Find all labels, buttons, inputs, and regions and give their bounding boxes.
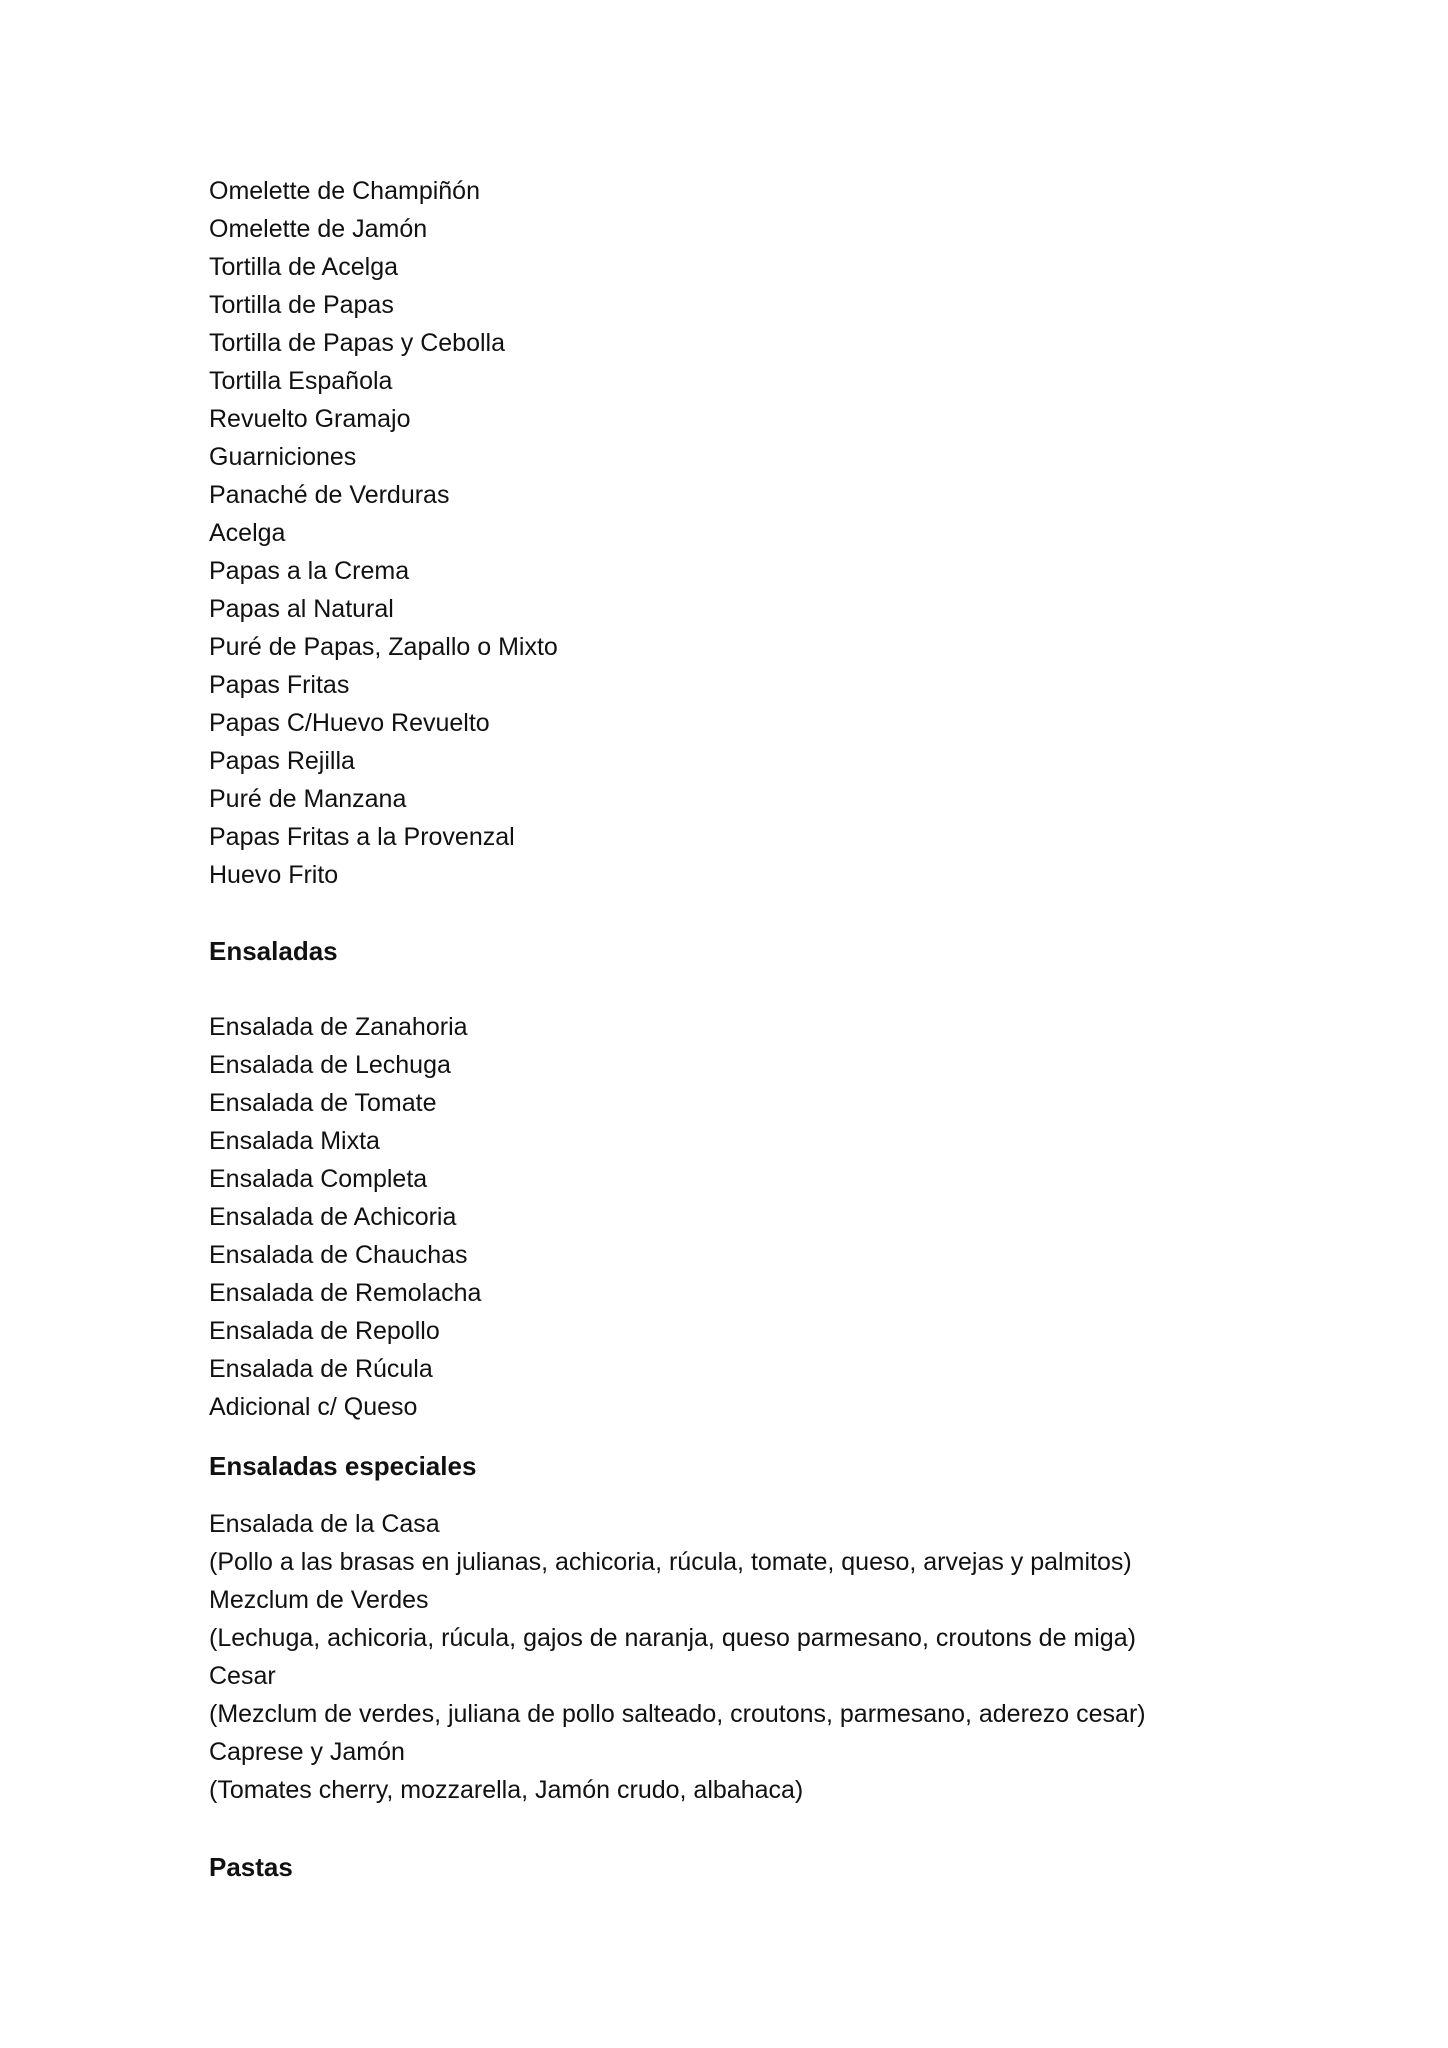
item-description: (Lechuga, achicoria, rúcula, gajos de naranja, queso parmesano, croutons de miga) — [209, 1624, 1136, 1652]
list-item: Tortilla de Papas y Cebolla — [209, 329, 505, 357]
list-item: Ensalada Completa — [209, 1165, 428, 1193]
list-item: Panaché de Verduras — [209, 481, 450, 509]
list-item: Huevo Frito — [209, 861, 339, 889]
list-item: Ensalada de Lechuga — [209, 1051, 451, 1079]
section-heading-ensaladas-especiales: Ensaladas especiales — [209, 1451, 477, 1481]
list-item: Adicional c/ Queso — [209, 1393, 418, 1421]
list-item: Papas a la Crema — [209, 557, 410, 585]
list-item: Ensalada de Repollo — [209, 1317, 440, 1345]
section-spacer — [209, 970, 1309, 1008]
list-item: Papas C/Huevo Revuelto — [209, 709, 490, 737]
list-item: Papas Rejilla — [209, 747, 355, 775]
list-item: Caprese y Jamón — [209, 1738, 405, 1766]
list-item: Ensalada de Achicoria — [209, 1203, 457, 1231]
list-item: Ensalada de Remolacha — [209, 1279, 482, 1307]
list-item: Tortilla de Papas — [209, 291, 394, 319]
list-item: Omelette de Jamón — [209, 215, 428, 243]
list-item: Papas Fritas a la Provenzal — [209, 823, 515, 851]
list-item: Ensalada de la Casa — [209, 1510, 440, 1538]
list-item: Ensalada de Tomate — [209, 1089, 437, 1117]
list-item: Tortilla de Acelga — [209, 253, 399, 281]
section-heading-pastas: Pastas — [209, 1852, 293, 1882]
item-description: (Tomates cherry, mozzarella, Jamón crudo, albahaca) — [209, 1776, 804, 1804]
section-spacer — [209, 1426, 1309, 1447]
section-spacer — [209, 1485, 1309, 1505]
list-item: Papas Fritas — [209, 671, 350, 699]
list-item: Puré de Papas, Zapallo o Mixto — [209, 633, 558, 661]
ensaladas-list — [209, 1008, 1309, 1426]
section-heading-ensaladas: Ensaladas — [209, 936, 338, 966]
list-item: Puré de Manzana — [209, 785, 407, 813]
item-description: (Pollo a las brasas en julianas, achicoria, rúcula, tomate, queso, arvejas y palmitos) — [209, 1548, 1132, 1576]
list-item: Revuelto Gramajo — [209, 405, 411, 433]
list-item: Ensalada Mixta — [209, 1127, 380, 1155]
list-item: Ensalada de Rúcula — [209, 1355, 433, 1383]
list-item: Ensalada de Chauchas — [209, 1241, 468, 1269]
section-spacer — [209, 1809, 1309, 1848]
menu-content — [209, 172, 1309, 1886]
list-item: Omelette de Champiñón — [209, 177, 480, 205]
list-item: Ensalada de Zanahoria — [209, 1013, 468, 1041]
list-item: Acelga — [209, 519, 286, 547]
list-item: Guarniciones — [209, 443, 357, 471]
item-description: (Mezclum de verdes, juliana de pollo salteado, croutons, parmesano, aderezo cesar) — [209, 1700, 1146, 1728]
list-item: Cesar — [209, 1662, 276, 1690]
section-spacer — [209, 894, 1309, 932]
list-item: Mezclum de Verdes — [209, 1586, 429, 1614]
ensaladas-especiales-list — [209, 1505, 1309, 1809]
top-items-list — [209, 172, 1309, 894]
list-item: Papas al Natural — [209, 595, 394, 623]
list-item: Tortilla Española — [209, 367, 393, 395]
